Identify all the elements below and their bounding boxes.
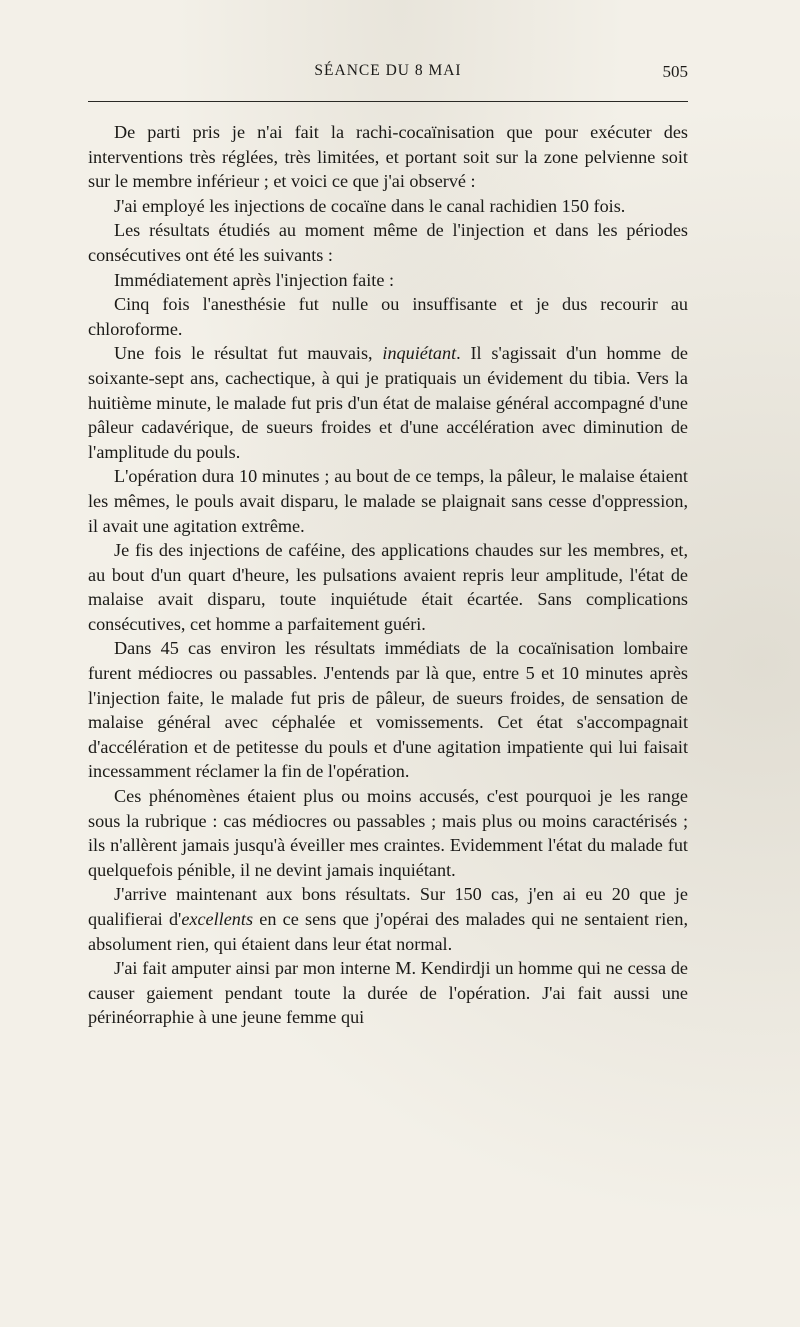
italic-term: inquiétant xyxy=(382,343,457,364)
text-run: J'arrive maintenant aux bons résultats. Sur 150 cas, j'en ai eu 20 que je qualifierai d' xyxy=(88,884,688,929)
paragraph: Immédiatement après l'injection faite : xyxy=(114,269,395,290)
header-rule xyxy=(88,101,688,102)
running-header xyxy=(88,62,688,88)
page-number: 505 xyxy=(662,62,688,81)
paragraph: Les résultats étudiés au moment même de l'injection et dans les périodes consécutives ont été les suivants : xyxy=(88,220,688,265)
running-title: SÉANCE DU 8 MAI xyxy=(314,62,462,79)
paragraph: Ces phénomènes étaient plus ou moins accusés, c'est pourquoi je les range sous la rubrique : cas médiocres ou passables ; mais plus ou moins caractérisés ; ils n'allèrent jamais jusqu'à éveiller mes craintes. Evidemment l'état du malade fut quelquefois pénible, il ne devint jamais inquiétant. xyxy=(88,786,688,880)
paragraph: J'ai fait amputer ainsi par mon interne M. Kendirdji un homme qui ne cessa de causer gaiement pendant toute la durée de l'opération. J'ai fait aussi une périnéorraphie à une jeune femme qui xyxy=(88,958,688,1028)
text-run: Une fois le résultat fut mauvais, xyxy=(114,343,383,364)
paragraph: Dans 45 cas environ les résultats immédiats de la cocaïnisation lombaire furent médiocres ou passables. J'entends par là que, entre 5 et 10 minutes après l'injection faite, le malade fut pris de pâleur, de sueurs froides, de sensation de malaise général avec céphalée et vomissements. Cet état s'accompagnait d'accélération et de petitesse du pouls et d'une agitation impatiente qui lui faisait incessamment réclamer la fin de l'opération. xyxy=(88,638,688,782)
italic-term: excellents xyxy=(181,909,254,929)
paragraph: J'ai employé les injections de cocaïne dans le canal rachidien 150 fois. xyxy=(114,195,626,216)
paragraph: De parti pris je n'ai fait la rachi-cocaïnisation que pour exécuter des interventions très réglées, très limitées, et portant soit sur la zone pelvienne soit sur le membre inférieur ; et voici ce que j'ai observé : xyxy=(88,122,688,192)
body-text xyxy=(88,120,688,1030)
text-run: . Il s'agissait d'un homme de soixante-sept ans, cachectique, à qui je pratiquais un évidement du tibia. Vers la huitième minute, le malade fut pris d'un état de malaise général accompagné d'une pâleur cadavérique, de sueurs froides et d'une accélération avec diminution de l'amplitude du pouls. xyxy=(88,343,688,462)
paragraph xyxy=(88,882,688,956)
paragraph: Cinq fois l'anesthésie fut nulle ou insuffisante et je dus recourir au chloroforme. xyxy=(88,294,688,339)
paragraph: L'opération dura 10 minutes ; au bout de ce temps, la pâleur, le malaise étaient les mêmes, le pouls avait disparu, le malade se plaignait sans cesse d'oppression, il avait une agitation extrême. xyxy=(88,466,688,536)
paragraph xyxy=(88,341,688,464)
paragraph: Je fis des injections de caféine, des applications chaudes sur les membres, et, au bout d'un quart d'heure, les pulsations avaient repris leur amplitude, l'état de malaise avait disparu, toute inquiétude était écartée. Sans complications consécutives, cet homme a parfaitement guéri. xyxy=(88,540,688,634)
text-run: en ce sens que j'opérai des malades qui ne sentaient rien, absolument rien, qui étaient dans leur état normal. xyxy=(88,909,688,954)
